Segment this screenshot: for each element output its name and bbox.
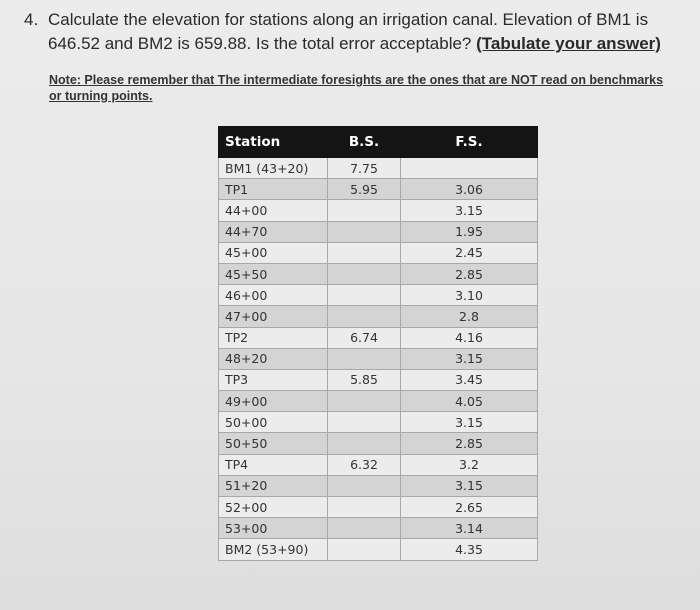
fs-cell: 2.8 [401, 306, 538, 327]
note: Note: Please remember that The intermediate foresights are the ones that are NOT read on benchmarks or turning points. [49, 73, 664, 103]
question-text [24, 8, 684, 56]
table-header-row [219, 127, 538, 158]
fs-cell: 4.05 [401, 391, 538, 412]
bs-cell: 5.95 [328, 179, 401, 200]
bs-cell [328, 242, 401, 263]
question-number: 4. [24, 10, 39, 29]
fs-cell: 4.16 [401, 327, 538, 348]
table-row [219, 454, 538, 475]
question-line-2: 646.52 and BM2 is 659.88. Is the total error acceptable? [48, 34, 472, 53]
station-cell: 44+70 [219, 221, 328, 242]
fs-cell: 2.45 [401, 242, 538, 263]
bs-cell: 5.85 [328, 369, 401, 390]
table-row [219, 200, 538, 221]
station-cell: 45+50 [219, 263, 328, 284]
bs-cell [328, 263, 401, 284]
fs-cell: 1.95 [401, 221, 538, 242]
fs-cell: 4.35 [401, 539, 538, 560]
station-cell: BM1 (43+20) [219, 158, 328, 179]
leveling-table [218, 126, 538, 561]
table-row [219, 158, 538, 179]
bs-cell [328, 221, 401, 242]
bs-cell [328, 306, 401, 327]
station-cell: TP1 [219, 179, 328, 200]
bs-cell [328, 433, 401, 454]
station-cell: 50+50 [219, 433, 328, 454]
header-bs: B.S. [328, 127, 401, 158]
question-line-1: Calculate the elevation for stations along an irrigation canal. Elevation of BM1 is [48, 10, 649, 29]
bs-cell [328, 518, 401, 539]
header-fs: F.S. [401, 127, 538, 158]
table-body [219, 158, 538, 561]
fs-cell: 3.15 [401, 348, 538, 369]
fs-cell: 3.10 [401, 285, 538, 306]
fs-cell: 3.15 [401, 200, 538, 221]
table-row [219, 412, 538, 433]
table-row [219, 497, 538, 518]
table-row [219, 263, 538, 284]
table-row [219, 285, 538, 306]
bs-cell [328, 348, 401, 369]
fs-cell: 3.2 [401, 454, 538, 475]
fs-cell: 2.85 [401, 263, 538, 284]
bs-cell: 6.32 [328, 454, 401, 475]
fs-cell: 3.45 [401, 369, 538, 390]
fs-cell: 3.15 [401, 412, 538, 433]
fs-cell: 2.65 [401, 497, 538, 518]
bs-cell [328, 391, 401, 412]
fs-cell: 3.15 [401, 475, 538, 496]
table-row [219, 179, 538, 200]
table-row [219, 306, 538, 327]
fs-cell: 2.85 [401, 433, 538, 454]
station-cell: 45+00 [219, 242, 328, 263]
table-row [219, 539, 538, 560]
station-cell: 53+00 [219, 518, 328, 539]
station-cell: TP4 [219, 454, 328, 475]
bs-cell [328, 200, 401, 221]
header-station: Station [219, 127, 328, 158]
station-cell: 50+00 [219, 412, 328, 433]
table-row [219, 518, 538, 539]
bs-cell: 7.75 [328, 158, 401, 179]
station-cell: 48+20 [219, 348, 328, 369]
bs-cell: 6.74 [328, 327, 401, 348]
table-row [219, 433, 538, 454]
station-cell: 46+00 [219, 285, 328, 306]
station-cell: 49+00 [219, 391, 328, 412]
fs-cell [401, 158, 538, 179]
bs-cell [328, 412, 401, 433]
bs-cell [328, 539, 401, 560]
station-cell: 44+00 [219, 200, 328, 221]
bs-cell [328, 285, 401, 306]
table-row [219, 391, 538, 412]
table-row [219, 242, 538, 263]
station-cell: 51+20 [219, 475, 328, 496]
table-row [219, 475, 538, 496]
table-row [219, 221, 538, 242]
table-row [219, 348, 538, 369]
station-cell: TP3 [219, 369, 328, 390]
station-cell: 52+00 [219, 497, 328, 518]
station-cell: 47+00 [219, 306, 328, 327]
fs-cell: 3.06 [401, 179, 538, 200]
table-row [219, 369, 538, 390]
fs-cell: 3.14 [401, 518, 538, 539]
tabulate-instruction: (Tabulate your answer) [476, 34, 661, 53]
station-cell: TP2 [219, 327, 328, 348]
bs-cell [328, 497, 401, 518]
station-cell: BM2 (53+90) [219, 539, 328, 560]
table-row [219, 327, 538, 348]
bs-cell [328, 475, 401, 496]
